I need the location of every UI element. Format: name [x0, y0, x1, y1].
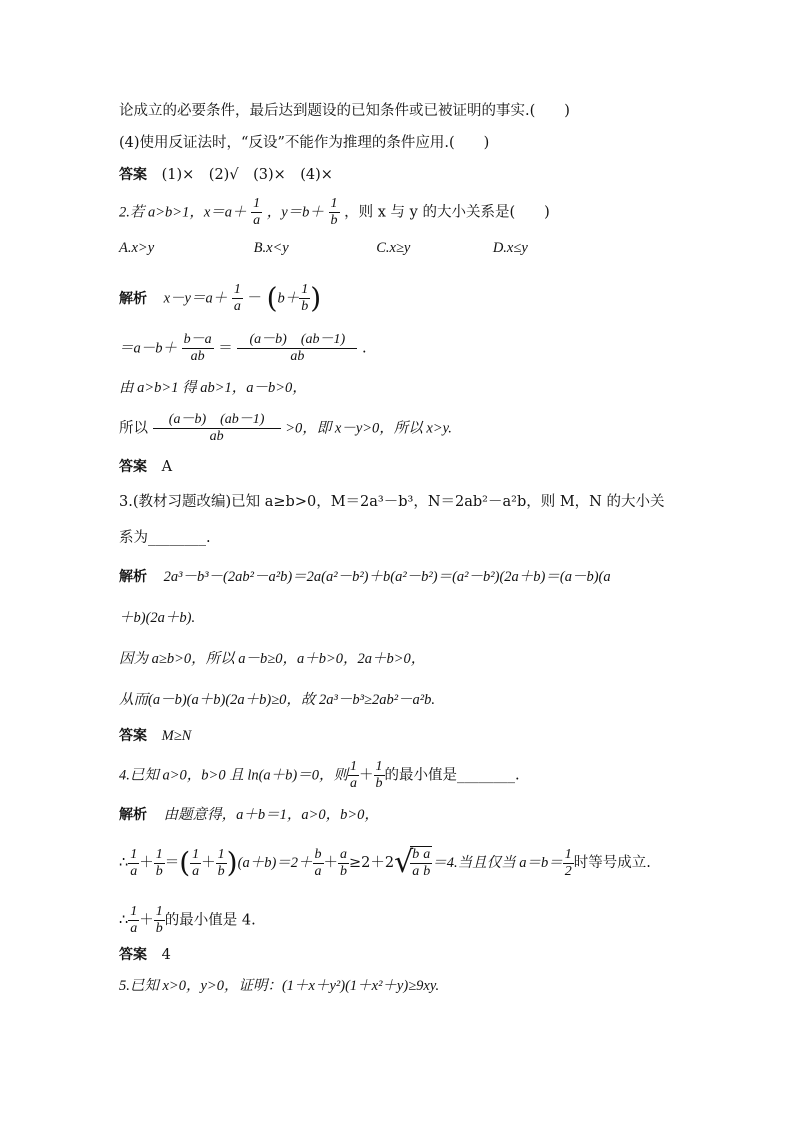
answer-label: 答案: [119, 728, 147, 744]
fraction: $\frac{1}{b}$: [330, 196, 338, 228]
answer-line: [119, 948, 171, 963]
answer-line: [119, 729, 191, 744]
answer-label: 答案: [119, 947, 147, 963]
stem-text: ＋: [359, 767, 374, 784]
math-text: ＝: [164, 855, 180, 871]
solution-line: [119, 282, 321, 315]
math-text: b＋: [277, 290, 300, 307]
option-c: C.x≥y: [376, 240, 411, 256]
solution-line: 因为 a≥b>0，所以 a－b≥0，a＋b>0，2a＋b>0，: [119, 651, 426, 667]
fraction: $\frac{1}{b}$: [155, 846, 163, 879]
math-text: ∴: [119, 912, 129, 929]
math-text: ∴: [119, 855, 129, 871]
question-3-stem-2: 系为________.: [119, 530, 211, 546]
math-text: ＋: [139, 912, 154, 929]
sqrt: √ $\frac{b}{a}$ $\frac{a}{b}$: [394, 845, 431, 880]
solution-line: [119, 570, 611, 585]
fraction: $\frac{(a-b) (ab-1)}{ab}$: [153, 412, 281, 445]
fraction: $\frac{1}{2}$: [564, 846, 572, 879]
math-text: －: [247, 290, 262, 307]
math-text: ＋: [201, 855, 216, 871]
solution-label: 解析: [119, 807, 147, 823]
option-d: D.x≤y: [492, 240, 528, 256]
solution-line: [119, 904, 256, 937]
stem-text: ，则 x 与 y 的大小关系是( ): [344, 204, 550, 221]
fraction: $\frac{1}{b}$: [217, 846, 225, 879]
option-b: B.x<y: [253, 240, 289, 256]
math-text: 时等号成立.: [573, 855, 651, 871]
question-5-stem: 5.已知 x>0，y>0，证明：(1＋x＋y²)(1＋x²＋y)≥9xy.: [119, 978, 440, 994]
paren: ): [310, 281, 322, 315]
solution-line: 由 a>b>1 得 ab>1，a－b>0，: [119, 380, 307, 396]
text-line: (4)使用反证法时，“反设”不能作为推理的条件应用.( ): [119, 135, 490, 151]
question-4-stem: [119, 759, 520, 792]
fraction: $\frac{1}{a}$: [350, 759, 358, 791]
paren: ): [226, 846, 238, 879]
math-text: ＋: [323, 855, 339, 871]
stem-text: 4.已知 a>0，b>0 且 ln(a＋b)＝0，则: [119, 767, 349, 784]
stem-text: ，y＝b＋: [266, 204, 324, 221]
answer-line: [119, 168, 333, 183]
fraction: $\frac{b}{a}$: [314, 846, 322, 879]
solution-line: 从而(a－b)(a＋b)(2a＋b)≥0，故 2a³－b³≥2ab²－a²b.: [119, 692, 436, 708]
answer-label: 答案: [119, 459, 147, 475]
math-text: 由题意得，a＋b＝1，a>0，b>0，: [163, 807, 379, 823]
solution-line: [119, 332, 367, 365]
stem-text: 的最小值是________.: [384, 767, 520, 784]
answer-value: A: [161, 459, 173, 475]
math-text: ＝a－b＋: [119, 340, 177, 357]
fraction: $\frac{1}{a}$: [192, 846, 200, 879]
answer-label: 答案: [119, 167, 147, 183]
math-text: 所以: [119, 420, 148, 437]
math-text: >0，即 x－y>0，所以 x>y.: [285, 420, 452, 437]
math-text: x－y＝a＋: [163, 290, 228, 307]
fraction: $\frac{1}{b}$: [155, 904, 163, 936]
answer-value: M≥N: [161, 728, 192, 744]
solution-line: [119, 412, 452, 445]
answer-value: (1)× (2)√ (3)× (4)×: [161, 167, 333, 183]
math-text: ＝: [218, 340, 233, 357]
math-text: 的最小值是 4.: [164, 912, 256, 929]
fraction: $\frac{1}{a}$: [130, 846, 138, 879]
fraction: $\frac{b}{a}$: [412, 847, 420, 879]
option-a: A.x>y: [119, 240, 155, 256]
text-line: 论成立的必要条件，最后达到题设的已知条件或已被证明的事实.( ): [119, 103, 570, 119]
fraction: $\frac{1}{b}$: [375, 759, 383, 791]
paren: (: [179, 846, 191, 879]
question-2-stem: [119, 196, 550, 229]
fraction: $\frac{a}{b}$: [423, 847, 431, 879]
fraction: $\frac{1}{b}$: [301, 282, 309, 314]
math-text: ≥2＋2: [349, 855, 395, 871]
stem-text: 2.若 a>b>1，x＝a＋: [119, 204, 247, 221]
math-text: ＝4.当且仅当 a＝b＝: [432, 855, 563, 871]
math-text: 2a³－b³－(2ab²－a²b)＝2a(a²－b²)＋b(a²－b²)＝(a²－b²)(2a＋b)＝(a－b)(a: [163, 569, 611, 585]
question-2-options: [119, 241, 528, 256]
fraction: $\frac{a}{b}$: [340, 846, 348, 879]
solution-line: [119, 846, 651, 880]
fraction: $\frac{1}{a}$: [233, 282, 241, 314]
solution-line: ＋b)(2a＋b).: [119, 610, 196, 626]
answer-value: 4: [161, 947, 171, 963]
fraction: $\frac{(a-b) (ab-1)}{ab}$: [237, 332, 357, 365]
math-text: .: [361, 340, 367, 357]
paren: (: [266, 281, 278, 315]
question-3-stem: 3.(教材习题改编)已知 a≥b>0，M＝2a³－b³，N＝2ab²－a²b，则 M，N 的大小关: [119, 494, 665, 510]
solution-line: [119, 808, 379, 823]
math-text: ＋: [139, 855, 154, 871]
math-text: (a＋b)＝2＋: [237, 855, 313, 871]
fraction: $\frac{b-a}{ab}$: [183, 332, 212, 364]
solution-label: 解析: [119, 290, 147, 307]
answer-line: [119, 460, 172, 475]
solution-label: 解析: [119, 569, 147, 585]
fraction: $\frac{1}{a}$: [253, 196, 261, 228]
fraction: $\frac{1}{a}$: [130, 904, 138, 936]
